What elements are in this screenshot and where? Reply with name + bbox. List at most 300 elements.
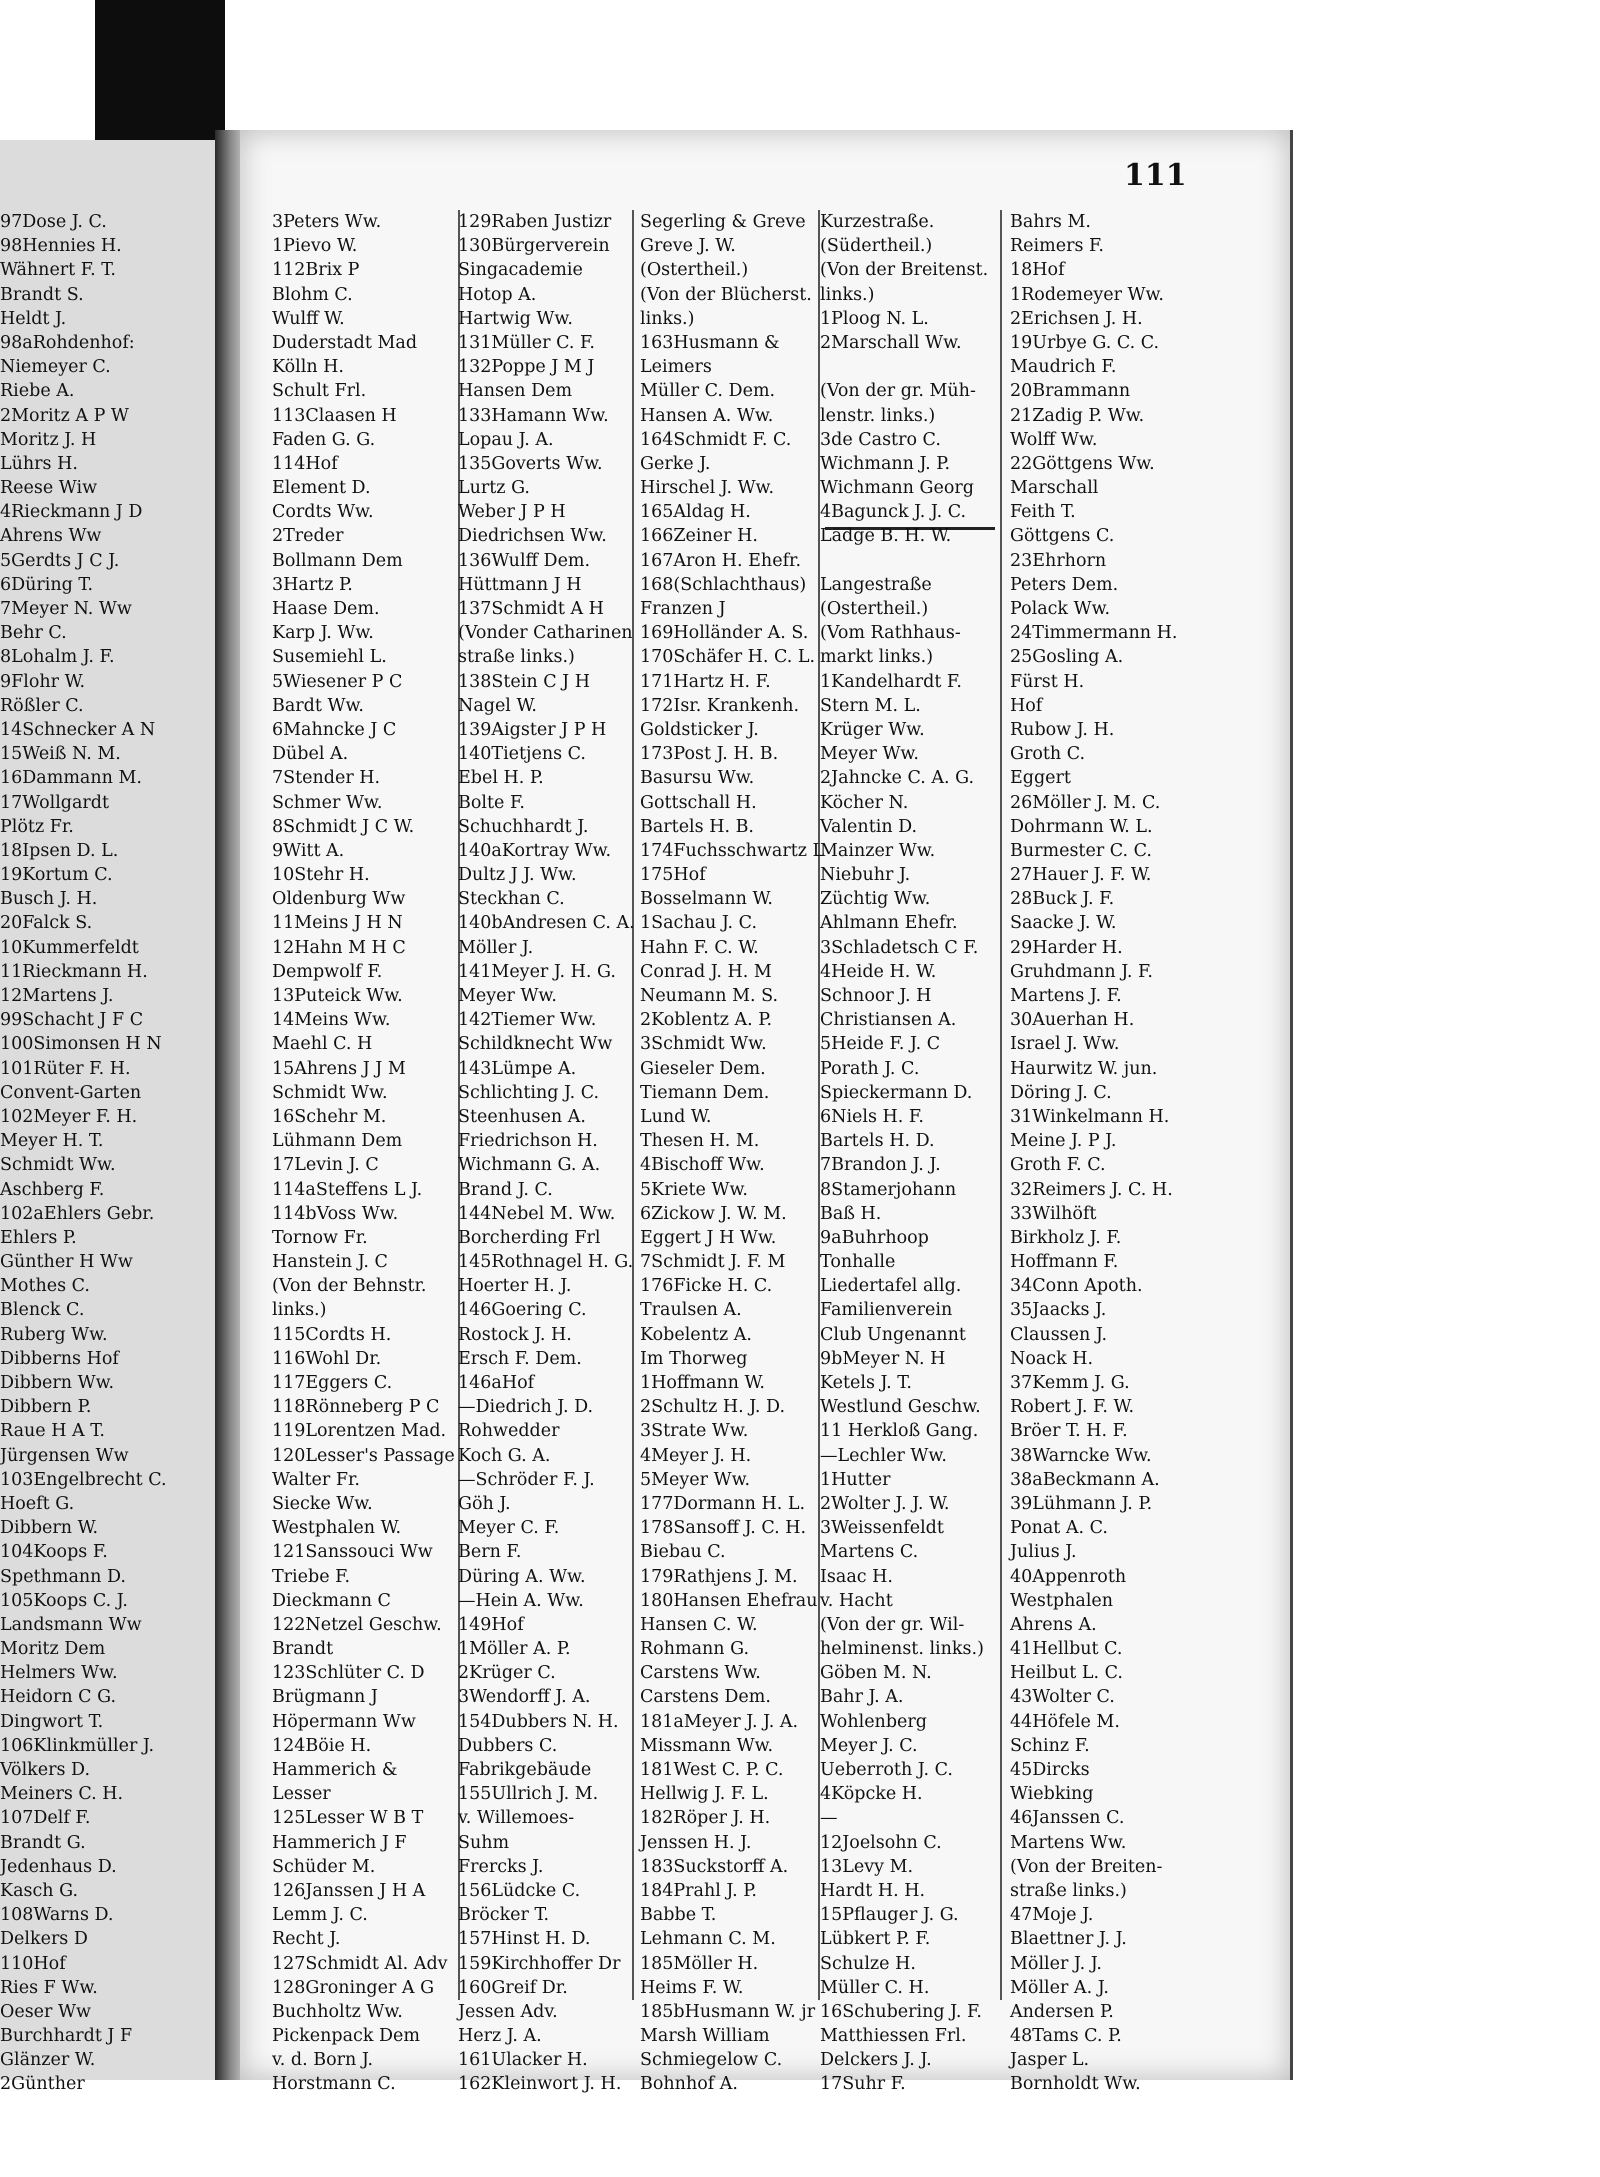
- directory-entry: Hartwig Ww.: [458, 308, 573, 329]
- directory-entry: v. d. Born J.: [272, 2050, 374, 2071]
- directory-entry: 5Gerdts J C J.: [0, 550, 120, 571]
- directory-entry: Krüger Ww.: [820, 719, 925, 740]
- directory-entry: 171Hartz H. F.: [640, 671, 771, 692]
- directory-entry: (Ostertheil.): [640, 260, 749, 281]
- directory-entry: 133Hamann Ww.: [458, 405, 609, 426]
- directory-entry: 13Levy M.: [820, 1856, 914, 1877]
- directory-entry: 142Tiemer Ww.: [458, 1010, 597, 1031]
- directory-entry: Jenssen H. J.: [640, 1832, 752, 1853]
- directory-entry: Dibbern Ww.: [0, 1373, 115, 1393]
- directory-entry: 33Wilhöft: [1010, 1203, 1097, 1224]
- directory-entry: Brandt S.: [0, 284, 84, 305]
- directory-entry: Hahn F. C. W.: [640, 937, 759, 958]
- directory-entry: Westphalen W.: [272, 1518, 402, 1539]
- directory-entry: Saacke J. W.: [1010, 913, 1117, 934]
- directory-entry: Familienverein: [820, 1300, 953, 1321]
- directory-entry: 179Rathjens J. M.: [640, 1566, 798, 1587]
- directory-entry: Lührs H.: [0, 453, 78, 474]
- directory-entry: Völkers D.: [0, 1760, 91, 1780]
- directory-entry: 23Ehrhorn: [1010, 550, 1107, 571]
- directory-entry: Baß H.: [820, 1203, 882, 1224]
- directory-entry: Stern M. L.: [820, 695, 921, 716]
- directory-entry: Düring A. Ww.: [458, 1566, 586, 1587]
- directory-entry: 175Hof: [640, 865, 706, 886]
- directory-entry: Dieckmann C: [272, 1590, 391, 1611]
- directory-entry: 182Röper J. H.: [640, 1808, 771, 1829]
- directory-entry: Schinz F.: [1010, 1735, 1090, 1756]
- directory-entry: Noack H.: [1010, 1348, 1094, 1369]
- directory-entry: Convent-Garten: [0, 1082, 142, 1103]
- directory-entry: Hammerich J F: [272, 1832, 407, 1853]
- directory-entry: Meyer J. C.: [820, 1735, 918, 1756]
- directory-entry: Missmann Ww.: [640, 1735, 774, 1756]
- directory-column-4: [640, 210, 830, 2097]
- directory-entry: Pickenpack Dem: [272, 2026, 420, 2047]
- directory-entry: 121Sanssouci Ww: [272, 1542, 433, 1563]
- directory-entry: 2Schultz H. J. D.: [640, 1397, 786, 1418]
- directory-entry: Neumann M. S.: [640, 986, 779, 1006]
- directory-entry: Bardt Ww.: [272, 695, 364, 716]
- directory-entry: 181aMeyer J. J. A.: [640, 1711, 799, 1732]
- directory-entry: 183Suckstorff A.: [640, 1856, 789, 1877]
- directory-entry: Segerling & Greve: [640, 212, 806, 232]
- directory-entry: Valentin D.: [820, 816, 918, 837]
- directory-entry: Recht J.: [272, 1929, 341, 1950]
- directory-entry: 22Göttgens Ww.: [1010, 453, 1155, 474]
- directory-entry: Hoffmann F.: [1010, 1252, 1119, 1273]
- directory-entry: 114bVoss Ww.: [272, 1203, 399, 1224]
- directory-entry: Koch G. A.: [458, 1445, 551, 1466]
- directory-entry: 143Lümpe A.: [458, 1058, 577, 1079]
- directory-entry: 2Treder: [272, 526, 344, 547]
- directory-entry: Delkers D: [0, 1929, 88, 1950]
- directory-entry: Kurzestraße.: [820, 212, 935, 232]
- directory-entry: 44Höfele M.: [1010, 1711, 1120, 1732]
- directory-column-2: [272, 210, 462, 2097]
- directory-entry: 181West C. P. C.: [640, 1760, 784, 1780]
- directory-entry: Israel J. Ww.: [1010, 1034, 1120, 1055]
- directory-entry: 8Lohalm J. F.: [0, 647, 115, 668]
- directory-entry: Gerke J.: [640, 453, 711, 474]
- directory-entry: 9bMeyer N. H: [820, 1348, 946, 1369]
- directory-entry: Steckhan C.: [458, 889, 565, 910]
- directory-entry: Bröcker T.: [458, 1905, 550, 1926]
- directory-entry: Hardt H. H.: [820, 1880, 926, 1901]
- directory-entry: (Ostertheil.): [820, 599, 929, 619]
- directory-entry: 12Hahn M H C: [272, 937, 406, 958]
- directory-entry: Babbe T.: [640, 1905, 717, 1926]
- directory-entry: Riebe A.: [0, 381, 75, 402]
- directory-entry: Christiansen A.: [820, 1010, 957, 1031]
- directory-entry: Nagel W.: [458, 695, 537, 716]
- directory-entry: 3Schladetsch C F.: [820, 937, 979, 958]
- directory-entry: 38aBeckmann A.: [1010, 1469, 1160, 1490]
- directory-entry: Eggert: [1010, 768, 1071, 789]
- directory-entry: Lund W.: [640, 1106, 712, 1127]
- directory-entry: lenstr. links.): [820, 405, 936, 426]
- directory-entry: 9Witt A.: [272, 840, 345, 861]
- directory-entry: —Diedrich J. D.: [458, 1397, 594, 1418]
- directory-entry: Niebuhr J.: [820, 865, 911, 886]
- directory-entry: 6Zickow J. W. M.: [640, 1203, 787, 1224]
- directory-entry: 32Reimers J. C. H.: [1010, 1179, 1173, 1200]
- directory-entry: Westphalen: [1010, 1590, 1114, 1611]
- directory-entry: Peters Dem.: [1010, 574, 1119, 595]
- directory-entry: Karp J. Ww.: [272, 623, 374, 644]
- directory-entry: Aschberg F.: [0, 1179, 105, 1200]
- directory-entry: Eggert J H Ww.: [640, 1227, 777, 1248]
- directory-entry: 35Jaacks J.: [1010, 1300, 1107, 1321]
- directory-entry: 130Bürgerverein: [458, 236, 610, 257]
- directory-entry: straße links.): [1010, 1880, 1127, 1901]
- directory-entry: Schlichting J. C.: [458, 1082, 600, 1103]
- directory-entry: Rohmann G.: [640, 1639, 750, 1660]
- directory-entry: Meyer H. T.: [0, 1131, 104, 1152]
- directory-entry: Kasch G.: [0, 1880, 79, 1901]
- directory-entry: Brand J. C.: [458, 1179, 553, 1200]
- directory-entry: Feith T.: [1010, 502, 1076, 523]
- directory-entry: Martens Ww.: [1010, 1832, 1127, 1853]
- directory-entry: 5Wiesener P C: [272, 671, 403, 692]
- directory-entry: Jedenhaus D.: [0, 1856, 117, 1877]
- directory-entry: 4Köpcke H.: [820, 1784, 923, 1805]
- directory-entry: 9aBuhrhoop: [820, 1227, 929, 1248]
- directory-entry: 125Lesser W B T: [272, 1808, 424, 1829]
- directory-entry: 16Dammann M.: [0, 768, 142, 789]
- directory-entry: 104Koops F.: [0, 1542, 108, 1563]
- directory-entry: markt links.): [820, 647, 934, 668]
- directory-entry: 7Brandon J. J.: [820, 1155, 941, 1176]
- directory-entry: 135Goverts Ww.: [458, 453, 603, 474]
- directory-entry: Schmidt Ww.: [0, 1155, 116, 1176]
- directory-entry: Faden G. G.: [272, 429, 376, 450]
- directory-entry: Goldsticker J.: [640, 719, 759, 740]
- directory-entry: 136Wulff Dem.: [458, 550, 591, 571]
- directory-entry: (Von der Blücherst.: [640, 284, 812, 305]
- directory-entry: Schmer Ww.: [272, 792, 383, 813]
- directory-entry: 18Hof: [1010, 260, 1065, 281]
- directory-entry: Müller C. Dem.: [640, 381, 776, 402]
- directory-entry: Müller C. H.: [820, 1977, 930, 1998]
- directory-entry: Hoeft G.: [0, 1493, 75, 1514]
- directory-entry: 102aEhlers Gebr.: [0, 1203, 155, 1224]
- directory-entry: Brandt G.: [0, 1832, 86, 1853]
- directory-entry: Maudrich F.: [1010, 357, 1117, 378]
- directory-entry: —Hein A. Ww.: [458, 1590, 584, 1611]
- directory-entry: 7Stender H.: [272, 768, 381, 789]
- directory-entry: 14Schnecker A N: [0, 719, 156, 740]
- directory-entry: Fürst H.: [1010, 671, 1085, 692]
- directory-entry: Marschall: [1010, 478, 1099, 499]
- directory-entry: Wichmann Georg: [820, 478, 974, 499]
- directory-entry: [820, 355, 1010, 379]
- directory-entry: Cordts Ww.: [272, 502, 374, 523]
- directory-entry: Mothes C.: [0, 1276, 90, 1297]
- directory-entry: 1Kandelhardt F.: [820, 671, 962, 692]
- directory-entry: Dibbern P.: [0, 1397, 92, 1418]
- directory-entry: 12Joelsohn C.: [820, 1832, 942, 1853]
- directory-entry: Ueberroth J. C.: [820, 1760, 953, 1780]
- directory-entry: Leimers: [640, 357, 712, 378]
- directory-entry: Ahrens Ww: [0, 526, 102, 547]
- directory-entry: Rostock J. H.: [458, 1324, 572, 1345]
- directory-entry: Triebe F.: [272, 1566, 351, 1587]
- directory-entry: Meyer C. F.: [458, 1518, 560, 1539]
- directory-entry: Traulsen A.: [640, 1300, 742, 1321]
- directory-entry: Wulff W.: [272, 308, 345, 329]
- directory-entry: 4Rieckmann J D: [0, 502, 143, 523]
- directory-entry: Göben M. N.: [820, 1663, 932, 1684]
- directory-entry: links.): [272, 1300, 327, 1321]
- directory-entry: Ries F Ww.: [0, 1977, 98, 1998]
- directory-entry: Basursu Ww.: [640, 768, 755, 789]
- directory-entry: (Von der Breiten-: [1010, 1856, 1163, 1877]
- directory-entry: Lehmann C. M.: [640, 1929, 776, 1950]
- directory-entry: 119Lorentzen Mad.: [272, 1421, 447, 1442]
- directory-entry: 41Hellbut C.: [1010, 1639, 1123, 1660]
- directory-entry: Schuchhardt J.: [458, 816, 589, 837]
- directory-entry: Westlund Geschw.: [820, 1397, 981, 1418]
- directory-entry: 39Lühmann J. P.: [1010, 1493, 1153, 1514]
- directory-entry: Martens J. F.: [1010, 986, 1122, 1006]
- directory-entry: 20Falck S.: [0, 913, 93, 934]
- directory-entry: Schmidt Ww.: [272, 1082, 388, 1103]
- directory-entry: links.): [820, 284, 875, 305]
- directory-entry: 170Schäfer H. C. L.: [640, 647, 816, 668]
- directory-entry: 6Düring T.: [0, 574, 94, 595]
- directory-entry: Kobelentz A.: [640, 1324, 752, 1345]
- directory-entry: Döring J. C.: [1010, 1082, 1112, 1103]
- directory-entry: Schmiegelow C.: [640, 2050, 783, 2071]
- directory-entry: 5Kriete Ww.: [640, 1179, 748, 1200]
- directory-entry: 154Dubbers N. H.: [458, 1711, 619, 1732]
- directory-entry: 16Schubering J. F.: [820, 2001, 982, 2022]
- directory-entry: Martens C.: [820, 1542, 919, 1563]
- directory-entry: (Vom Rathhaus-: [820, 623, 961, 644]
- directory-column-5: [820, 210, 1010, 2097]
- directory-entry: 164Schmidt F. C.: [640, 429, 792, 450]
- directory-entry: Hoerter H. J.: [458, 1276, 572, 1297]
- directory-entry: Carstens Ww.: [640, 1663, 761, 1684]
- directory-entry: 113Claasen H: [272, 405, 397, 426]
- directory-entry: Heidorn C G.: [0, 1687, 117, 1708]
- directory-entry: Dibbern W.: [0, 1518, 99, 1539]
- directory-entry: 137Schmidt A H: [458, 599, 604, 619]
- directory-entry: Hansen Dem: [458, 381, 573, 402]
- directory-entry: Thesen H. M.: [640, 1131, 760, 1152]
- directory-entry: 46Janssen C.: [1010, 1808, 1125, 1829]
- directory-entry: 157Hinst H. D.: [458, 1929, 591, 1950]
- directory-entry: Lesser: [272, 1784, 331, 1805]
- directory-entry: 10Kummerfeldt: [0, 937, 139, 958]
- directory-entry: Schulze H.: [820, 1953, 916, 1974]
- directory-entry: (Von der Behnstr.: [272, 1276, 427, 1297]
- directory-entry: Meyer Ww.: [458, 986, 557, 1006]
- directory-entry: Hirschel J. Ww.: [640, 478, 775, 499]
- directory-entry: 149Hof: [458, 1614, 524, 1635]
- directory-entry: Lühmann Dem: [272, 1131, 403, 1152]
- directory-entry: 16Schehr M.: [272, 1106, 387, 1127]
- directory-entry: 166Zeiner H.: [640, 526, 758, 547]
- directory-entry: 138Stein C J H: [458, 671, 591, 692]
- directory-entry: 129Raben Justizr: [458, 212, 612, 232]
- directory-entry: Liedertafel allg.: [820, 1276, 962, 1297]
- directory-entry: Dubbers C.: [458, 1735, 558, 1756]
- directory-entry: 167Aron H. Ehefr.: [640, 550, 802, 571]
- directory-entry: 165Aldag H.: [640, 502, 751, 523]
- directory-entry: Göh J.: [458, 1493, 511, 1514]
- directory-entry: Jasper L.: [1010, 2050, 1090, 2071]
- directory-entry: Bosselmann W.: [640, 889, 773, 910]
- directory-entry: Hansen C. W.: [640, 1614, 758, 1635]
- directory-entry: 7Meyer N. Ww: [0, 599, 132, 619]
- directory-entry: Tonhalle: [820, 1252, 896, 1273]
- directory-entry: 26Möller J. M. C.: [1010, 792, 1161, 813]
- directory-entry: 7Schmidt J. F. M: [640, 1252, 786, 1273]
- directory-entry: Suhm: [458, 1832, 510, 1853]
- directory-entry: Züchtig Ww.: [820, 889, 931, 910]
- directory-column-1: [0, 210, 210, 2097]
- directory-entry: Wohlenberg: [820, 1711, 927, 1732]
- directory-entry: Lübkert P. F.: [820, 1929, 931, 1950]
- directory-entry: 105Koops C. J.: [0, 1590, 128, 1611]
- directory-entry: Claussen J.: [1010, 1324, 1108, 1345]
- directory-entry: 155Ullrich J. M.: [458, 1784, 599, 1805]
- directory-entry: Bahr J. A.: [820, 1687, 904, 1708]
- directory-entry: Gieseler Dem.: [640, 1058, 766, 1079]
- directory-entry: 139Aigster J P H: [458, 719, 607, 740]
- directory-entry: 43Wolter C.: [1010, 1687, 1115, 1708]
- directory-entry: Delckers J. J.: [820, 2050, 932, 2071]
- directory-entry: Herz J. A.: [458, 2026, 542, 2047]
- directory-entry: 99Schacht J F C: [0, 1010, 144, 1031]
- directory-entry: Element D.: [272, 478, 371, 499]
- directory-entry: Borcherding Frl: [458, 1227, 601, 1248]
- directory-entry: 161Ulacker H.: [458, 2050, 588, 2071]
- directory-entry: 27Hauer J. F. W.: [1010, 865, 1152, 886]
- directory-entry: Ruberg Ww.: [0, 1324, 108, 1345]
- directory-entry: Dübel A.: [272, 744, 349, 765]
- directory-entry: 127Schmidt Al. Adv: [272, 1953, 448, 1974]
- directory-entry: Haase Dem.: [272, 599, 380, 619]
- directory-entry: Plötz Fr.: [0, 816, 74, 837]
- directory-entry: 140Tietjens C.: [458, 744, 586, 765]
- directory-entry: Meyer Ww.: [820, 744, 919, 765]
- directory-entry: Möller J.: [458, 937, 534, 958]
- directory-entry: 176Ficke H. C.: [640, 1276, 773, 1297]
- directory-entry: Groth C.: [1010, 744, 1086, 765]
- directory-entry: 1Hoffmann W.: [640, 1373, 765, 1393]
- directory-entry: Brügmann J: [272, 1687, 378, 1708]
- directory-entry: Bohnhof A.: [640, 2074, 738, 2095]
- directory-entry: 174Fuchsschwartz L: [640, 840, 825, 861]
- directory-entry: 180Hansen Ehefrau: [640, 1590, 818, 1611]
- directory-entry: 106Klinkmüller J.: [0, 1735, 155, 1756]
- directory-entry: Bartels H. D.: [820, 1131, 935, 1152]
- directory-entry: 4Bischoff Ww.: [640, 1155, 765, 1176]
- directory-entry: Susemiehl L.: [272, 647, 387, 668]
- directory-entry: [820, 549, 1010, 573]
- directory-entry: 29Harder H.: [1010, 937, 1123, 958]
- directory-entry: Dultz J J. Ww.: [458, 865, 577, 886]
- directory-entry: 2Koblentz A. P.: [640, 1010, 773, 1031]
- directory-entry: 1Ploog N. L.: [820, 308, 929, 329]
- book-spine: [95, 0, 225, 150]
- directory-entry: 1Rodemeyer Ww.: [1010, 284, 1164, 305]
- directory-entry: Blenck C.: [0, 1300, 85, 1321]
- directory-entry: Horstmann C.: [272, 2074, 396, 2095]
- directory-entry: (Von der gr. Wil-: [820, 1614, 965, 1635]
- directory-entry: 21Zadig P. Ww.: [1010, 405, 1145, 426]
- directory-entry: 112Brix P: [272, 260, 360, 281]
- directory-entry: 17Wollgardt: [0, 792, 110, 813]
- directory-entry: Hof: [1010, 695, 1043, 716]
- directory-entry: Gruhdmann J. F.: [1010, 961, 1153, 982]
- directory-entry: 97Dose J. C.: [0, 212, 107, 232]
- directory-entry: Ahrens A.: [1010, 1614, 1097, 1635]
- directory-entry: Im Thorweg: [640, 1348, 748, 1369]
- directory-entry: Ketels J. T.: [820, 1373, 912, 1393]
- directory-entry: 110Hof: [0, 1953, 66, 1974]
- directory-entry: 141Meyer J. H. G.: [458, 961, 616, 982]
- directory-entry: Club Ungenannt: [820, 1324, 966, 1345]
- directory-entry: Robert J. F. W.: [1010, 1397, 1135, 1418]
- directory-entry: 34Conn Apoth.: [1010, 1276, 1143, 1297]
- directory-entry: Ebel H. P.: [458, 768, 544, 789]
- directory-entry: Meine J. P J.: [1010, 1131, 1117, 1152]
- directory-entry: Bollmann Dem: [272, 550, 403, 571]
- directory-entry: Andersen P.: [1010, 2001, 1114, 2022]
- directory-entry: Bröer T. H. F.: [1010, 1421, 1128, 1442]
- directory-entry: Lurtz G.: [458, 478, 530, 499]
- directory-entry: 122Netzel Geschw.: [272, 1614, 442, 1635]
- directory-column-6: [1010, 210, 1210, 2097]
- directory-entry: Oldenburg Ww: [272, 889, 406, 910]
- directory-entry: Rubow J. H.: [1010, 719, 1115, 740]
- directory-entry: 19Urbye G. C. C.: [1010, 332, 1160, 353]
- directory-entry: 37Kemm J. G.: [1010, 1373, 1130, 1393]
- directory-entry: Frercks J.: [458, 1856, 544, 1877]
- directory-entry: —Schröder F. J.: [458, 1469, 595, 1490]
- directory-entry: Bolte F.: [458, 792, 525, 813]
- directory-entry: 6Niels H. F.: [820, 1106, 924, 1127]
- directory-entry: Steenhusen A.: [458, 1106, 586, 1127]
- directory-entry: Dohrmann W. L.: [1010, 816, 1153, 837]
- directory-entry: Lädge B. H. W.: [820, 526, 952, 547]
- directory-entry: 116Wohl Dr.: [272, 1348, 382, 1369]
- directory-entry: Blohm C.: [272, 284, 353, 305]
- directory-entry: 11Rieckmann H.: [0, 961, 148, 982]
- directory-entry: —Lechler Ww.: [820, 1445, 947, 1466]
- directory-entry: 14Meins Ww.: [272, 1010, 391, 1031]
- directory-entry: 163Husmann &: [640, 332, 780, 353]
- directory-entry: 185Möller H.: [640, 1953, 759, 1974]
- directory-entry: —: [820, 1808, 838, 1829]
- directory-entry: Maehl C. H: [272, 1034, 373, 1055]
- directory-entry: 3Weissenfeldt: [820, 1518, 944, 1539]
- directory-entry: 118Rönneberg P C: [272, 1397, 440, 1418]
- directory-entry: 1Pievo W.: [272, 236, 358, 257]
- directory-entry: Ponat A. C.: [1010, 1518, 1108, 1539]
- directory-entry: 1Hutter: [820, 1469, 891, 1490]
- directory-entry: Polack Ww.: [1010, 599, 1111, 619]
- directory-entry: 108Warns D.: [0, 1905, 114, 1926]
- directory-entry: 2Moritz A P W: [0, 405, 129, 426]
- directory-entry: 4Heide H. W.: [820, 961, 937, 982]
- directory-entry: Schildknecht Ww: [458, 1034, 613, 1055]
- directory-entry: v. Hacht: [820, 1590, 893, 1611]
- directory-entry: Dempwolf F.: [272, 961, 383, 982]
